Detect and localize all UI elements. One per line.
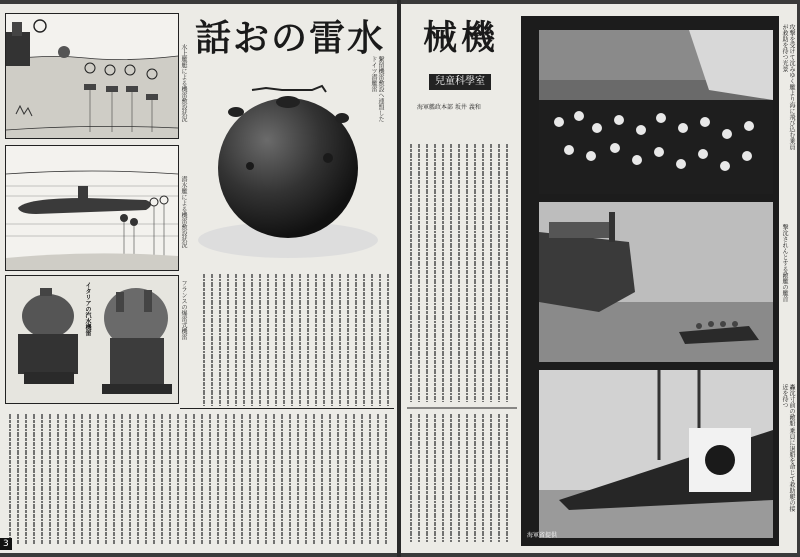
title-right-char-1: 械	[423, 18, 461, 58]
title-right-char-2: 機	[461, 18, 499, 58]
mine-photo	[192, 70, 392, 270]
body-text-right-lines	[407, 142, 517, 546]
photo-ship-flag	[539, 370, 773, 538]
photo-sinking-ship-drawing	[539, 202, 773, 362]
photo-ship-flag-drawing	[539, 370, 773, 538]
body-text-upper-lines	[200, 272, 393, 408]
mine-laying-drawing	[6, 14, 178, 138]
right-page	[401, 4, 797, 553]
body-text-right	[407, 142, 517, 546]
photo-crowd	[539, 30, 773, 194]
submarine-drawing	[6, 146, 178, 270]
photo-caption-top: 攻撃を受けて沈みゆく艦より海に飛び込む乗員が救助を待つ光景	[781, 24, 795, 150]
title-char-1: 話	[195, 17, 234, 59]
title-subcaption: 繫留機雷敷設へ連盟したドイツ潜艦雷	[370, 56, 384, 122]
article-title-right	[423, 10, 499, 59]
title-char-2: お	[233, 17, 272, 59]
photo-sinking-ship	[539, 202, 773, 362]
title-char-4: 雷	[309, 17, 348, 59]
french-mine-caption: フランスの爆雷式機雷	[180, 280, 187, 340]
mine-laying-illustration	[5, 13, 179, 139]
photo-caption-bottom: 轟沈寸前の敵船 乗員に退船を命じて救助艇の接近を待つ	[781, 384, 795, 512]
mine-types-drawing	[6, 276, 178, 403]
body-text-lower	[6, 412, 394, 546]
section-label: 兒童科學室	[429, 74, 491, 90]
photo-crowd-drawing	[539, 30, 773, 194]
mine-laying-caption: 水上艦艇による機雷敷設状況	[180, 44, 187, 122]
column-divider-left	[180, 408, 394, 409]
mine-types-illustration	[5, 275, 179, 404]
left-page	[0, 4, 397, 553]
submarine-laying-caption: 潜水艦による機雷敷設状況	[180, 176, 187, 248]
photo-panel	[521, 16, 779, 546]
article-title-left	[195, 10, 385, 61]
title-char-5: 水	[347, 17, 386, 59]
italian-mine-caption: イタリアの汽水機雷	[84, 282, 91, 336]
photo-caption-middle: 撃沈されんとする敵艦の艦首	[781, 224, 788, 302]
author-line: 海軍艦政本部 坂井 義和	[417, 104, 481, 111]
title-char-3: の	[271, 17, 310, 59]
submarine-laying-illustration	[5, 145, 179, 271]
body-text-upper	[200, 272, 393, 408]
photo-credit: 海軍省提供	[527, 532, 558, 539]
mine-sphere-drawing	[192, 70, 392, 270]
body-text-lower-lines	[6, 412, 394, 546]
page-number-left: 3	[0, 538, 12, 550]
